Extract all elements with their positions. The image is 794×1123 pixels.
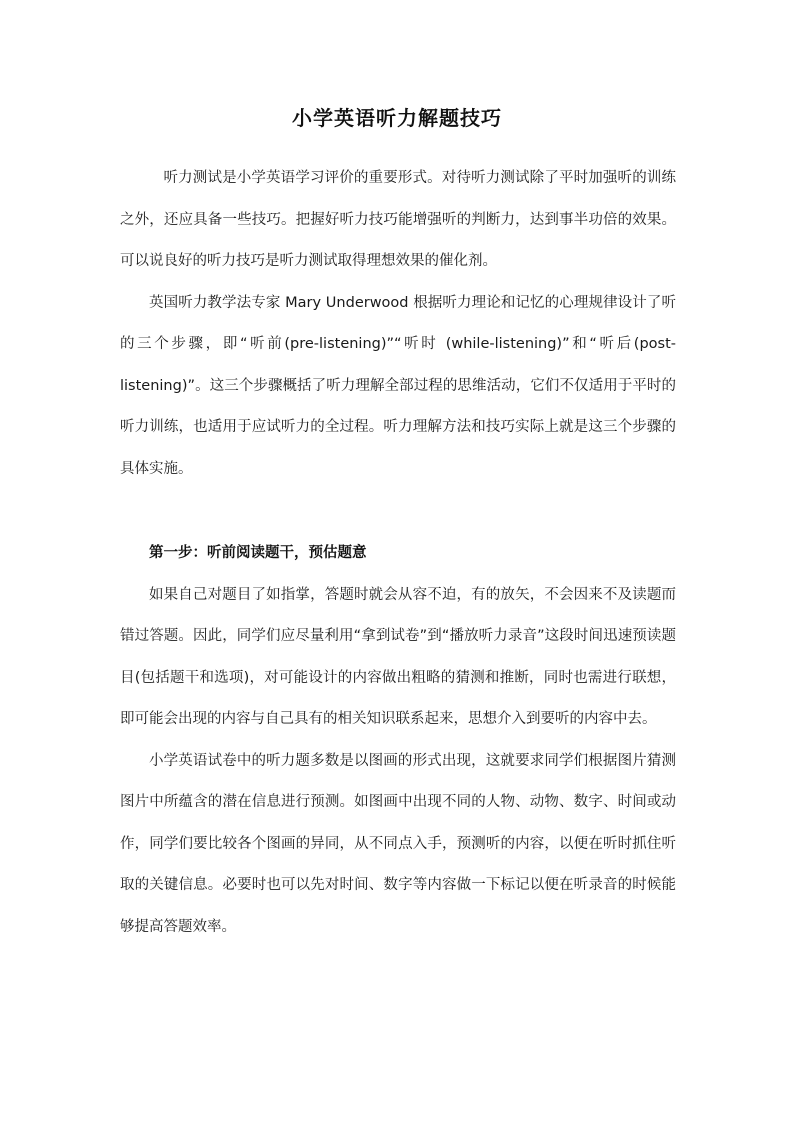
document-title: 小学英语听力解题技巧 [292,106,502,130]
intro-paragraph-2: 英国听力教学法专家 Mary Underwood 根据听力理论和记忆的心理规律设计了听的三个步骤，即“听前(pre-listening)”“听时 (while-listening)”和“听后(post-listening)”。这三个步骤概括了听力理解全部过程的思维活动，它们不仅适用于平时的听力训练，也适用于应试听力的全过程。听力理解方法和技巧实际上就是这三个步骤的具体实施。 [120,294,676,477]
section-paragraph-2: 小学英语试卷中的听力题多数是以图画的形式出现，这就要求同学们根据图片猜测图片中所蕴含的潜在信息进行预测。如图画中出现不同的人物、动物、数字、时间或动作，同学们要比较各个图画的异同，从不同点入手，预测听的内容，以便在听时抓住听取的关键信息。必要时也可以先对时间、数字等内容做一下标记以便在听录音的时候能够提高答题效率。 [120,752,676,935]
section-heading: 第一步：听前阅读题干，预估题意 [149,545,367,561]
intro-paragraph-1: 听力测试是小学英语学习评价的重要形式。对待听力测试除了平时加强听的训练之外，还应具备一些技巧。把握好听力技巧能增强听的判断力，达到事半功倍的效果。可以说良好的听力技巧是听力测试取得理想效果的催化剂。 [120,170,676,269]
step-one-section [120,533,676,948]
section-paragraph-1: 如果自己对题目了如指掌，答题时就会从容不迫，有的放矢，不会因来不及读题而错过答题。因此，同学们应尽量利用“拿到试卷”到“播放听力录音”这段时间迅速预读题目(包括题干和选项)，对可能设计的内容做出粗略的猜测和推断，同时也需进行联想，即可能会出现的内容与自己具有的相关知识联系起来，思想介入到要听的内容中去。 [120,586,676,727]
intro-section [120,158,676,490]
